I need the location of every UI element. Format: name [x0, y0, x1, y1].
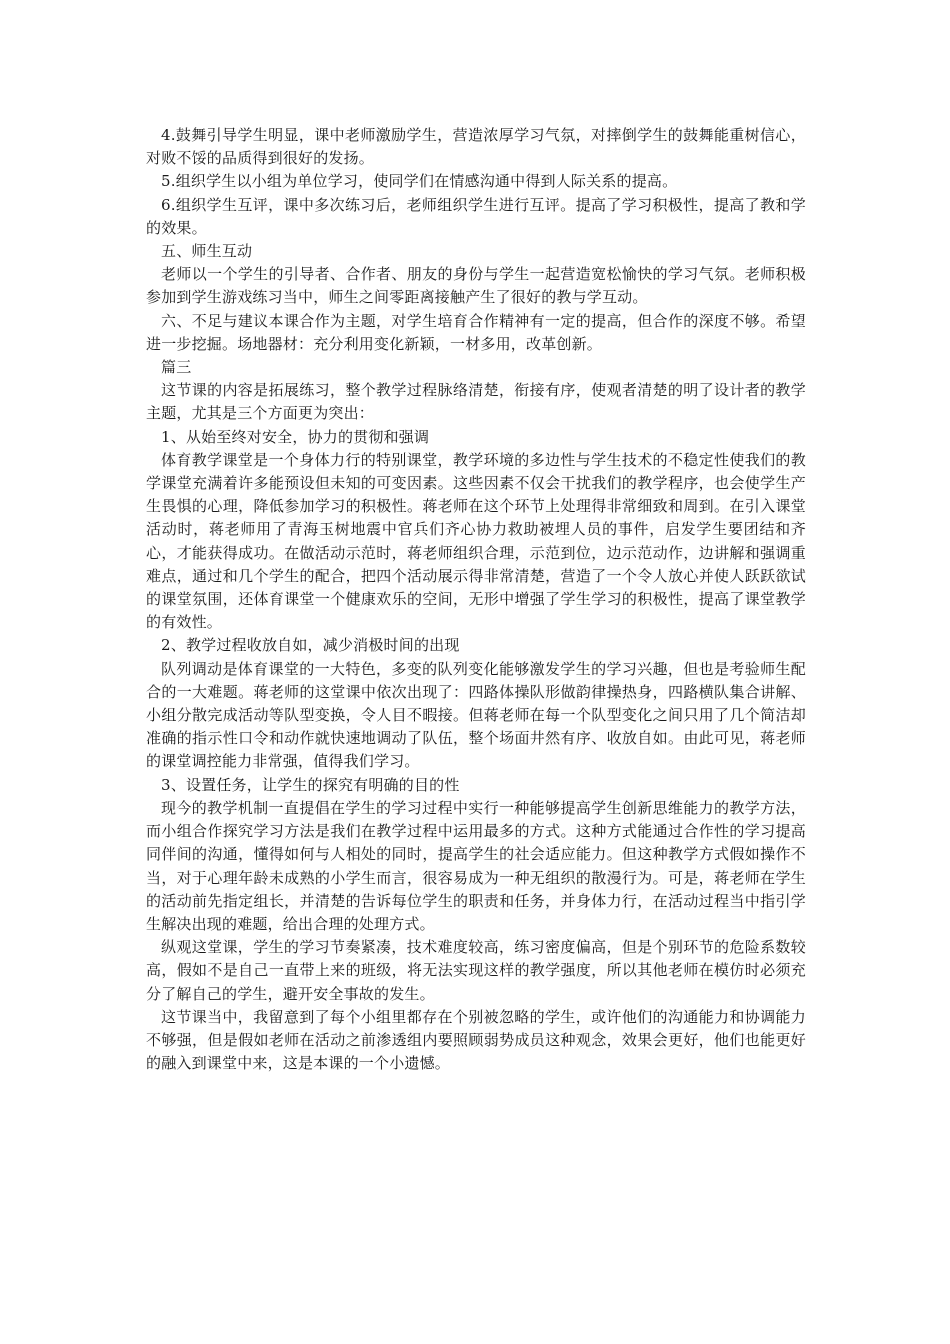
paragraph-process: 队列调动是体育课堂的一大特色，多变的队列变化能够激发学生的学习兴趣，但也是考验师生配合的一大难题。蒋老师的这堂课中依次出现了：四路体操队形做韵律操热身，四路横队集合讲解、小组分散完成活动等队型变换，令人目不暇接。但蒋老师在每一个队型变化之间只用了几个简洁却准确的指示性口令和动作就快速地调动了队伍，整个场面井然有序、收放自如。由此可见，蒋老师的课堂调控能力非常强，值得我们学习。: [146, 659, 806, 771]
subheading-safety: 1、从始至终对安全，协力的贯彻和强调: [161, 427, 430, 446]
subheading-tasks: 3、设置任务，让学生的探究有明确的目的性: [161, 775, 460, 794]
paragraph-tasks: 现今的教学机制一直提倡在学生的学习过程中实行一种能够提高学生创新思维能力的教学方法，而小组合作探究学习方法是我们在教学过程中运用最多的方式。这种方式能通过合作性的学习提高同伴间的沟通，懂得如何与人相处的同时，提高学生的社会适应能力。但这种教学方式假如操作不当，对于心理年龄未成熟的小学生而言，很容易成为一种无组织的散漫行为。可是，蒋老师在学生的活动前先指定组长，并清楚的告诉每位学生的职责和任务，并身体力行，在活动过程当中指引学生解决出现的难题，给出合理的处理方式。: [146, 798, 806, 933]
paragraph-suggestions: 六、不足与建议本课合作为主题，对学生培育合作精神有一定的提高，但合作的深度不够。希望进一步挖掘。场地器材：充分利用变化新颖，一材多用，改革创新。: [146, 311, 806, 353]
paragraph-group-learning: 5.组织学生以小组为单位学习，使同学们在情感沟通中得到人际关系的提高。: [161, 172, 678, 191]
document-body: [146, 124, 806, 1075]
paragraph-encourage: 4.鼓舞引导学生明显，课中老师激励学生，营造浓厚学习气氛，对摔倒学生的鼓舞能重树信心，对败不馁的品质得到很好的发扬。: [146, 126, 806, 168]
paragraph-intro: 这节课的内容是拓展练习，整个教学过程脉络清楚，衔接有序，使观者清楚的明了设计者的教学主题，尤其是三个方面更为突出：: [146, 381, 806, 423]
paragraph-regret: 这节课当中，我留意到了每个小组里都存在个别被忽略的学生，或许他们的沟通能力和协调能力不够强，但是假如老师在活动之前渗透组内要照顾弱势成员这种观念，效果会更好，他们也能更好的融入到课堂中来，这是本课的一个小遗憾。: [146, 1007, 806, 1073]
paragraph-safety: 体育教学课堂是一个身体力行的特别课堂，教学环境的多边性与学生技术的不稳定性使我们的教学课堂充满着许多能预设但未知的可变因素。这些因素不仅会干扰我们的教学程序，也会使学生产生畏惧的心理，降低参加学习的积极性。蒋老师在这个环节上处理得非常细致和周到。在引入课堂活动时，蒋老师用了青海玉树地震中官兵们齐心协力救助被埋人员的事件，启发学生要团结和齐心，才能获得成功。在做活动示范时，蒋老师组织合理，示范到位，边示范动作，边讲解和强调重难点，通过和几个学生的配合，把四个活动展示得非常清楚，营造了一个令人放心并使人跃跃欲试的课堂氛围，还体育课堂一个健康欢乐的空间，无形中增强了学生学习的积极性，提高了课堂教学的有效性。: [146, 450, 806, 632]
paragraph-interaction: 老师以一个学生的引导者、合作者、朋友的身份与学生一起营造宽松愉快的学习气氛。老师积极参加到学生游戏练习当中，师生之间零距离接触产生了很好的教与学互动。: [146, 265, 806, 307]
section-heading-interaction: 五、师生互动: [161, 242, 253, 261]
section-heading-part-three: 篇三: [161, 358, 192, 377]
subheading-process: 2、教学过程收放自如，减少消极时间的出现: [161, 636, 460, 655]
paragraph-peer-review: 6.组织学生互评，课中多次练习后，老师组织学生进行互评。提高了学习积极性，提高了教和学的效果。: [146, 195, 806, 237]
paragraph-overview: 纵观这堂课，学生的学习节奏紧凑，技术难度较高，练习密度偏高，但是个别环节的危险系数较高，假如不是自己一直带上来的班级，将无法实现这样的教学强度，所以其他老师在模仿时必须充分了解自己的学生，避开安全事故的发生。: [146, 938, 806, 1003]
